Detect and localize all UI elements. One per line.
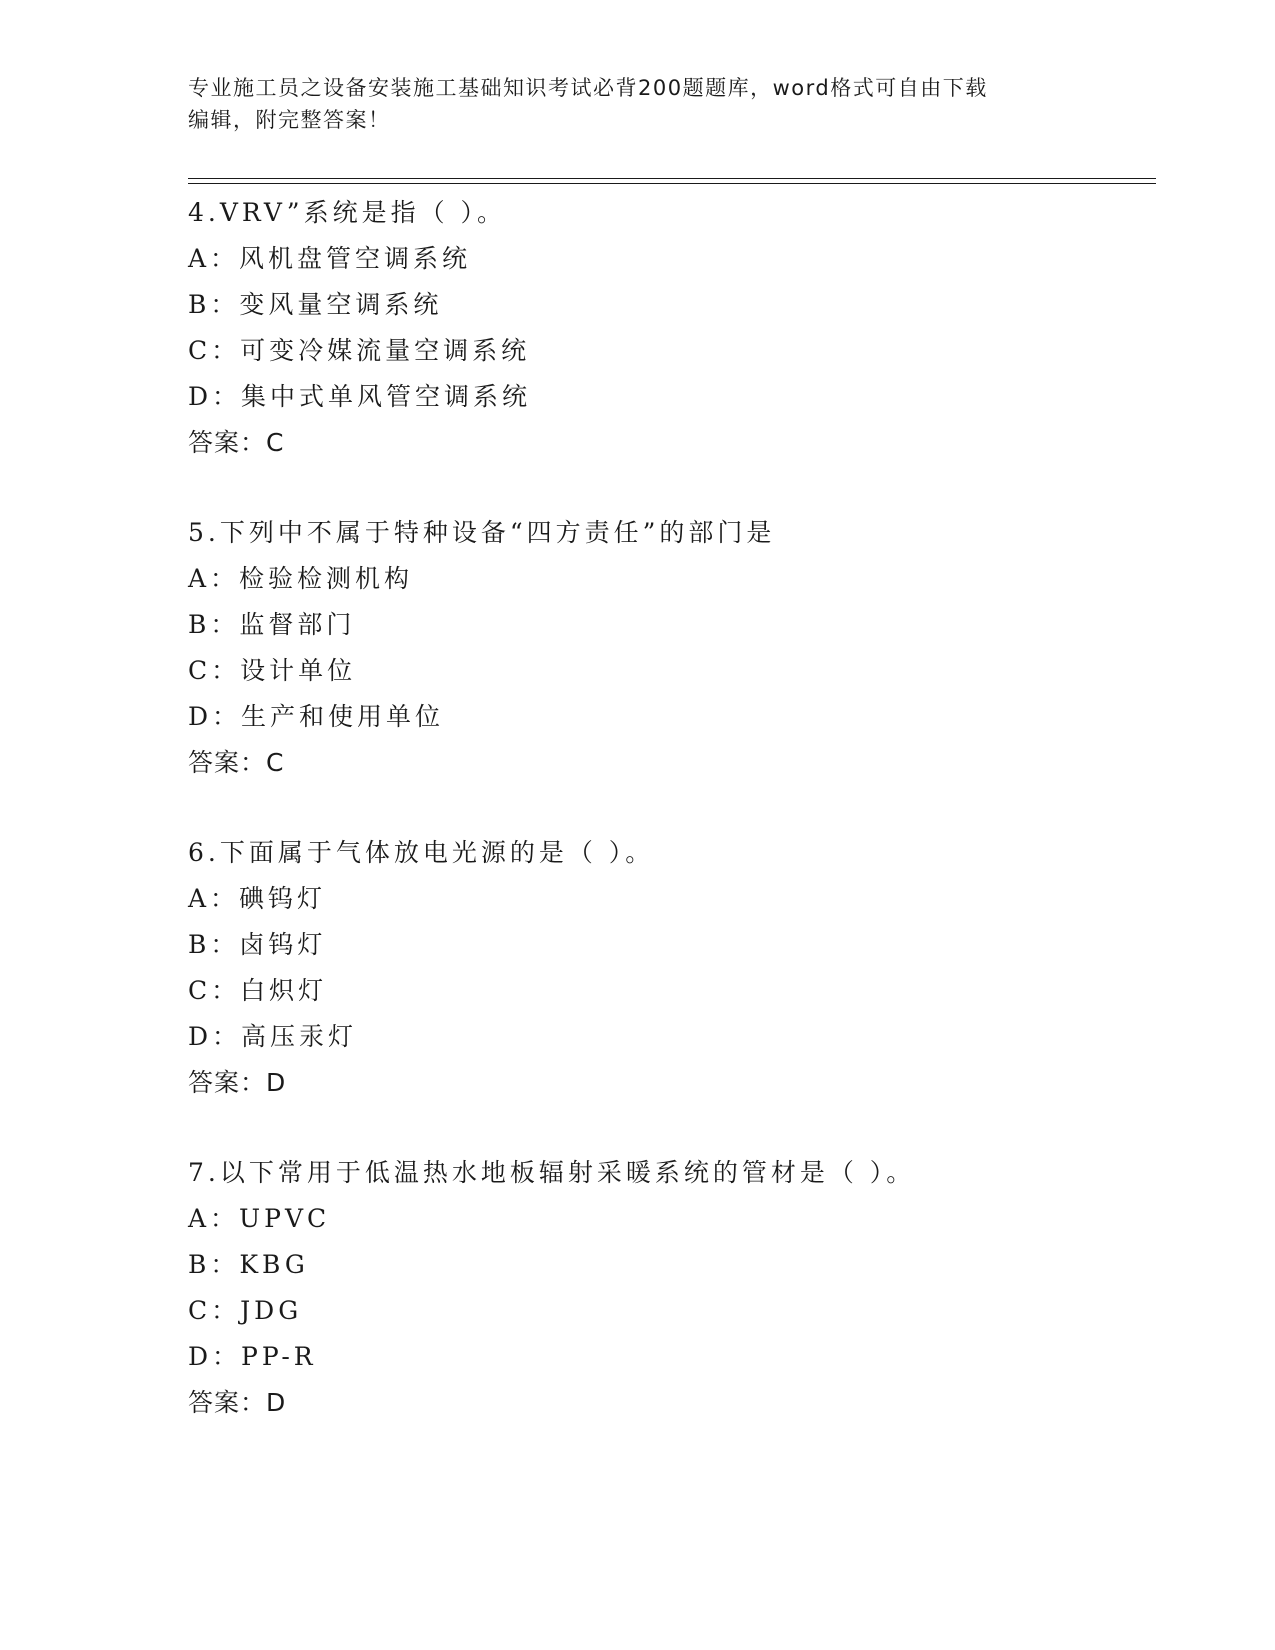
answer: 答案：C	[188, 428, 285, 457]
option-c: C：可变冷媒流量空调系统	[188, 336, 531, 365]
question-7	[188, 1150, 1148, 1426]
option-d: D：高压汞灯	[188, 1022, 358, 1051]
question-4	[188, 190, 1148, 466]
answer: 答案：D	[188, 1068, 287, 1097]
option-b: B：监督部门	[188, 610, 356, 639]
option-c: C：设计单位	[188, 656, 357, 685]
option-d: D：PP-R	[188, 1342, 317, 1371]
answer: 答案：C	[188, 748, 285, 777]
question-6	[188, 830, 1148, 1106]
option-a: A：风机盘管空调系统	[188, 244, 472, 273]
option-c: C：JDG	[188, 1296, 303, 1325]
question-stem: 5.下列中不属于特种设备“四方责任”的部门是	[188, 518, 776, 547]
option-d: D：集中式单风管空调系统	[188, 382, 532, 411]
question-stem: 6.下面属于气体放电光源的是（ ）。	[188, 838, 655, 867]
question-stem: 4.VRV”系统是指（ ）。	[188, 198, 507, 227]
option-a: A：碘钨灯	[188, 884, 327, 913]
document-header	[188, 72, 1088, 136]
answer: 答案：D	[188, 1388, 287, 1417]
option-b: B：卤钨灯	[188, 930, 327, 959]
option-a: A：UPVC	[188, 1204, 331, 1233]
option-a: A：检验检测机构	[188, 564, 414, 593]
header-divider-bottom	[188, 183, 1156, 184]
option-b: B：变风量空调系统	[188, 290, 443, 319]
question-5	[188, 510, 1148, 786]
question-stem: 7.以下常用于低温热水地板辐射采暖系统的管材是（ ）。	[188, 1158, 916, 1187]
option-b: B：KBG	[188, 1250, 309, 1279]
header-divider-top	[188, 178, 1156, 179]
option-c: C：白炽灯	[188, 976, 328, 1005]
header-line-2: 编辑，附完整答案！	[188, 108, 391, 132]
option-d: D：生产和使用单位	[188, 702, 445, 731]
header-line-1: 专业施工员之设备安装施工基础知识考试必背200题题库，word格式可自由下载	[188, 76, 988, 100]
